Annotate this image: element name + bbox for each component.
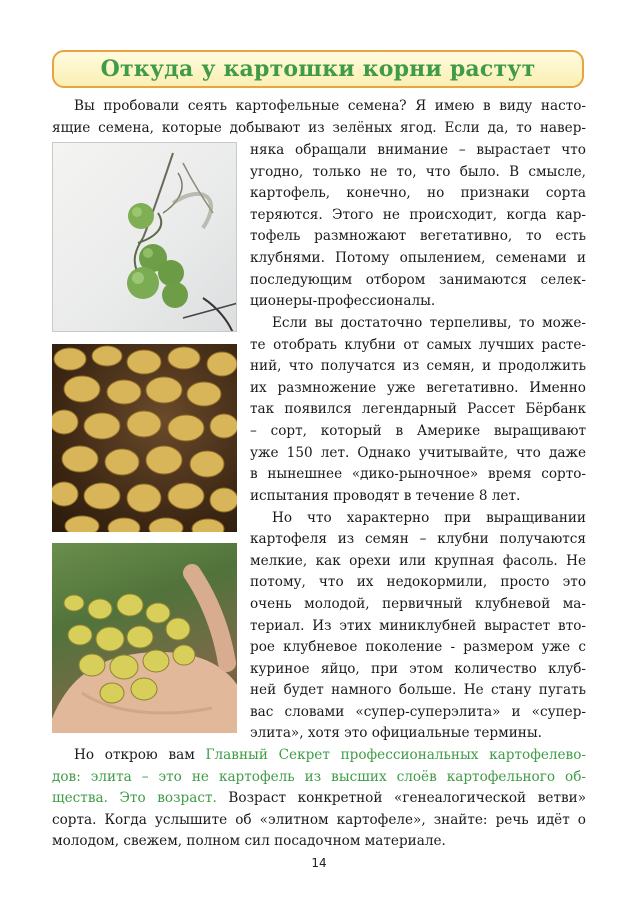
text-line: очень молодой, первичный клубневой ма- [250,596,586,612]
text-line: так появился легендарный Рассет Бёрбанк [250,401,586,417]
text-line [52,788,586,810]
text-line [52,745,586,767]
text-line: их размножение уже вегетативно. Именно [250,380,586,396]
text-line: ционеры-профессионалы. [250,293,436,309]
text-line: ний, что получатся из семян, и продолжить [250,358,586,374]
text-line: куриное яйцо, при этом количество клуб- [250,661,586,677]
potato-tubers-photo [52,344,237,532]
text-line: вас словами «супер-суперэлита» и «супер- [250,704,586,720]
text-line: Если вы достаточно терпеливы, то може- [272,315,586,331]
mini-tubers-in-hand-photo [52,543,237,733]
text-line: няка обращали внимание – вырастает что [250,142,586,158]
text-line: потому, что их недокормили, просто это [250,574,586,590]
text-line: Но что характерно при выращивании [272,510,586,526]
text-line: Вы пробовали сеять картофельные семена? Я имею в виду насто- [74,98,586,114]
text-line: – сорт, который в Америке выращивают [250,423,586,439]
text-span: Но открою вам [74,747,206,763]
highlighted-text-line: дов: элита – это не картофель из высших слоёв картофельного об- [52,769,586,785]
text-line: испытания проводят в течение 8 лет. [250,488,521,504]
text-line: молодом, свежем, полном сил посадочном материале. [52,833,446,849]
text-line: уже 150 лет. Однако учитывайте, что даже [250,445,586,461]
text-line: сорта. Когда услышите об «элитном картофеле», знайте: речь идёт о [52,812,586,828]
page-number: 14 [311,856,327,870]
highlighted-text: щества. Это возраст. [52,790,217,806]
text-line: рое клубневое поколение - размером уже с [250,639,586,655]
seed-berries-photo [52,142,237,332]
text-line: угодно, только не то, что было. В смысле, [250,164,586,180]
text-line: мелкие, как орехи или крупная фасоль. Не [250,553,586,569]
text-line: картофеля из семян – клубни получаются [250,531,586,547]
text-line: ней будет намного больше. Не стану пугать [250,682,586,698]
chapter-title-box [52,50,584,88]
highlighted-text: Главный Секрет профессиональных картофелево- [205,747,586,763]
text-line: те отобрать клубни от самых лучших расте- [250,337,586,353]
text-line: тофель размножают вегетативно, то есть [250,228,586,244]
seed-berries-illustration [53,143,237,332]
mini-tubers-in-hand-illustration [52,543,237,733]
text-line: теряются. Этого не происходит, когда кар- [250,207,586,223]
text-line: клубнями. Потому опылением, семенами и [250,250,586,266]
text-line: картофель, конечно, но признаки сорта [250,185,586,201]
text-line: ящие семена, которые добывают из зелёных ягод. Если да, то навер- [52,120,586,136]
chapter-title: Откуда у картошки корни растут [100,56,536,82]
text-line: элита», хотя это официальные термины. [250,725,542,741]
text-line: в нынешнее «дико-рыночное» время сорто- [250,466,586,482]
text-span: Возраст конкретной «генеалогической ветви» [216,790,587,806]
potato-tubers-illustration [52,344,237,532]
text-line: териал. Из этих миниклубней вырастет вто- [250,618,586,634]
text-line: последующим отбором занимаются селек- [250,272,586,288]
